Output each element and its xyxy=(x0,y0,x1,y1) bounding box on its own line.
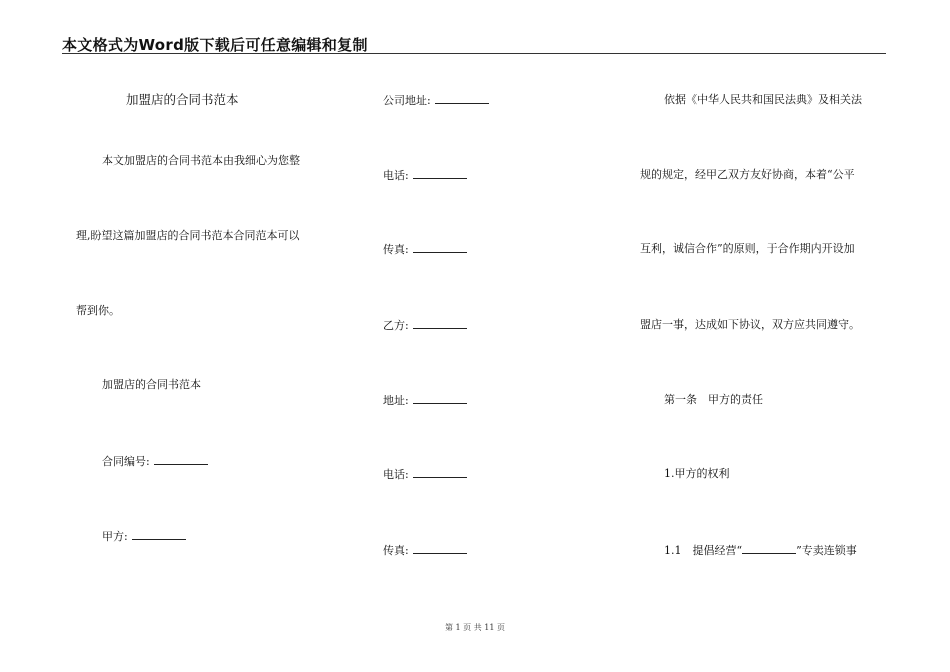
clause-line xyxy=(664,543,857,558)
phone-b-blank xyxy=(413,467,467,478)
phone-a-blank xyxy=(413,168,467,179)
party-a-blank xyxy=(132,529,186,540)
fax-a-label: 传真: xyxy=(383,243,409,256)
intro-line-3: 帮到你。 xyxy=(76,304,120,317)
contract-number-label: 合同编号: xyxy=(102,455,150,468)
document-title: 加盟店的合同书范本 xyxy=(126,92,239,107)
clause-text-end: ”专卖连锁事 xyxy=(796,544,857,557)
header-divider xyxy=(62,53,886,54)
party-b-field xyxy=(383,318,467,333)
section-title: 加盟店的合同书范本 xyxy=(102,378,201,391)
page-footer: 第 1 页 共 11 页 xyxy=(445,623,505,632)
body-line-4: 盟店一事，达成如下协议，双方应共同遵守。 xyxy=(640,318,860,331)
body-line-1: 依据《中华人民共和国民法典》及相关法 xyxy=(664,93,862,106)
phone-b-field xyxy=(383,467,467,482)
address-b-blank xyxy=(413,393,467,404)
clause-text-start: 1.1 提倡经营“ xyxy=(664,544,743,557)
contract-number-field xyxy=(102,454,208,469)
company-address-label: 公司地址: xyxy=(383,94,431,107)
fax-b-blank xyxy=(413,543,467,554)
fax-a-blank xyxy=(413,242,467,253)
brand-blank xyxy=(742,543,796,554)
fax-b-label: 传真: xyxy=(383,544,409,557)
phone-b-label: 电话: xyxy=(383,468,409,481)
phone-a-field xyxy=(383,168,467,183)
intro-line-1: 本文加盟店的合同书范本由我细心为您整 xyxy=(102,154,300,167)
address-b-field xyxy=(383,393,467,408)
fax-a-field xyxy=(383,242,467,257)
article-heading: 第一条 甲方的责任 xyxy=(664,393,763,406)
body-line-2: 规的规定，经甲乙双方友好协商，本着“公平 xyxy=(640,168,855,181)
party-a-label: 甲方: xyxy=(102,530,128,543)
phone-a-label: 电话: xyxy=(383,169,409,182)
intro-line-2: 理,盼望这篇加盟店的合同书范本合同范本可以 xyxy=(76,229,300,242)
body-line-3: 互利，诚信合作”的原则，于合作期内开设加 xyxy=(640,242,855,255)
address-b-label: 地址: xyxy=(383,394,409,407)
document-header: 本文格式为Word版下载后可任意编辑和复制 xyxy=(62,36,368,54)
fax-b-field xyxy=(383,543,467,558)
party-b-label: 乙方: xyxy=(383,319,409,332)
contract-number-blank xyxy=(154,454,208,465)
company-address-blank xyxy=(435,93,489,104)
party-a-field xyxy=(102,529,186,544)
party-b-blank xyxy=(413,318,467,329)
company-address-field xyxy=(383,93,489,108)
clause-heading: 1.甲方的权利 xyxy=(664,467,730,480)
